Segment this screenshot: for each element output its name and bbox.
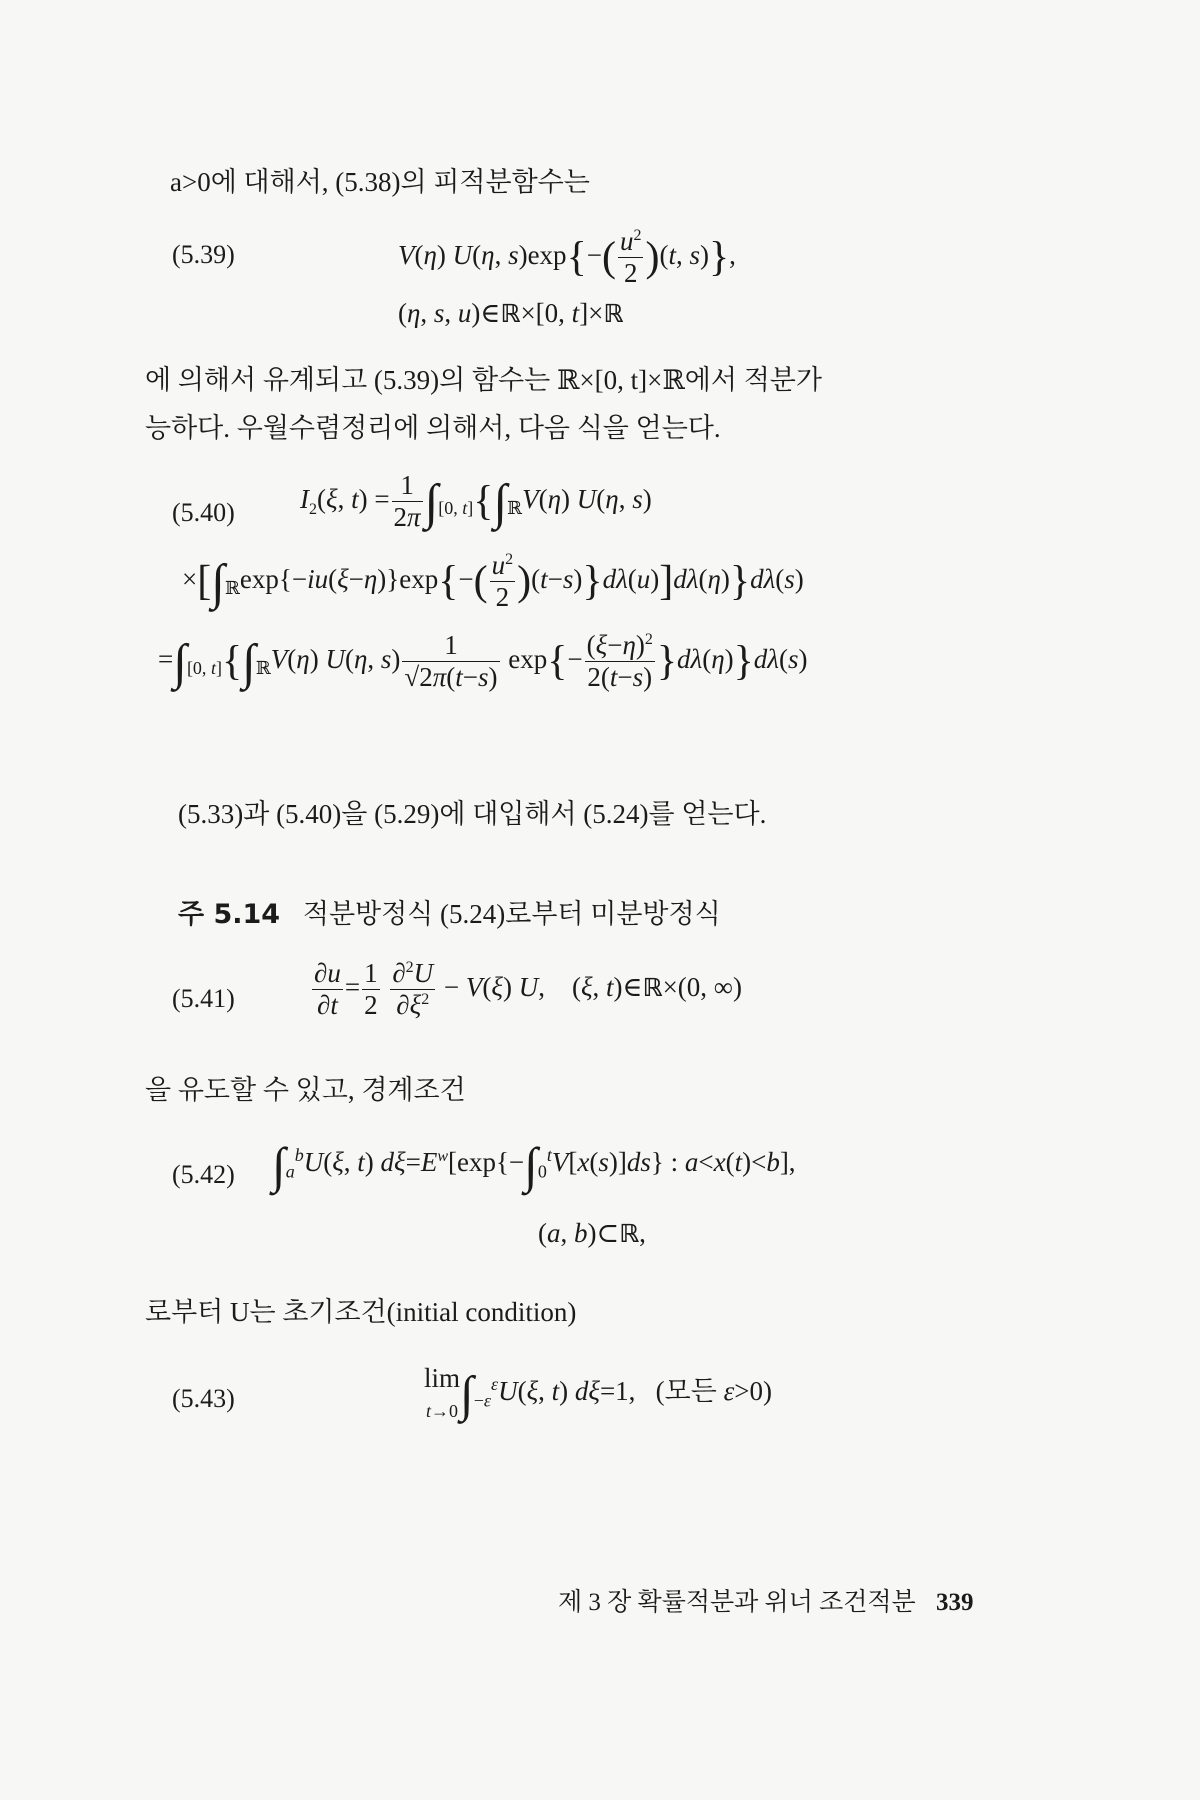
eq-5-40-line1: $I_2(\xi$, t) = $\frac{1}{2\pi}$ $\int_{[0, t]}\{\int_ℝV(\eta)$ U(η, s) [300,470,652,533]
paragraph-bounded: 에 의해서 유계되고 (5.39)의 함수는 ℝ×[0, t]×ℝ에서 적분가 [145,365,822,395]
chapter-title: 제 3 장 확률적분과 위너 조건적분 [558,1589,916,1616]
remark-5-14 [178,898,721,932]
eq-5-42-number: (5.42) [172,1160,235,1189]
paragraph-intro [170,166,590,200]
eq-5-41-body: $\frac{\partial u}{\partial t}$ = $\frac{1}{2}$ $\frac{\partial^2U}{\partial\xi^2}$ − V(ξ) U, (ξ, t)∈ℝ×(0, ∞) [314,958,743,1021]
paragraph-intro-text: a>0에 대해서, (5.38)의 피적분함수는 [170,167,590,197]
paragraph-initial-condition: 로부터 U는 초기조건(initial condition) [145,1297,577,1327]
eq-5-43-number: (5.43) [172,1384,235,1413]
eq-5-42-line1: $\int_a^bU(\xi$, t) $d\xi=E^w[\exp\{-\int_0^tV[x(s)]ds\}$ : a<x(t)<b], [272,1137,796,1193]
paragraph-substitution: (5.33)과 (5.40)을 (5.29)에 대입해서 (5.24)를 얻는다. [178,799,767,829]
eq-5-42-line2: (a, b)⊂ℝ, [538,1218,646,1248]
eq-5-39-line1: V(η) U(η, s)exp{−( $\frac{u^2}{2}$ )(t, s)}, [398,226,736,289]
eq-5-41-number: (5.41) [172,984,235,1013]
eq-5-39-line2: (η, s, u)∈ℝ×[0, t]×ℝ [398,298,624,328]
page-number: 339 [935,1589,974,1616]
remark-label: 주 5.14 [178,899,281,930]
eq-5-40-number: (5.40) [172,498,235,527]
eq-5-40-line3: $=\int_{[0, t]}\{\int_ℝV(\eta)$ U(η, s) $\frac{1}{√2\pi(t-s)}$ exp{− $\frac{(\xi-\eta)^2}{2(t-s)}$ }dλ(η)}dλ(s) [158,630,808,693]
paragraph-boundary: 을 유도할 수 있고, 경계조건 [145,1075,466,1105]
remark-text: 적분방정식 (5.24)로부터 미분방정식 [302,899,721,929]
eq-5-40-line2: $\times[\int_ℝ\exp\{-iu(\xi-\eta)\}\exp\{-$( $\frac{u^2}{2}$ )(t−s)}dλ(u)]dλ(η)}dλ(s) [182,550,804,613]
eq-5-43-body: lim $t\to 0\int_{-\varepsilon}^\varepsilon U(\xi$, t) dξ=1, (모든 ε>0) [424,1363,772,1422]
page-footer [558,1582,973,1618]
eq-5-39-number: (5.39) [172,240,235,269]
paragraph-dominated: 능하다. 우월수렴정리에 의해서, 다음 식을 얻는다. [145,413,721,443]
